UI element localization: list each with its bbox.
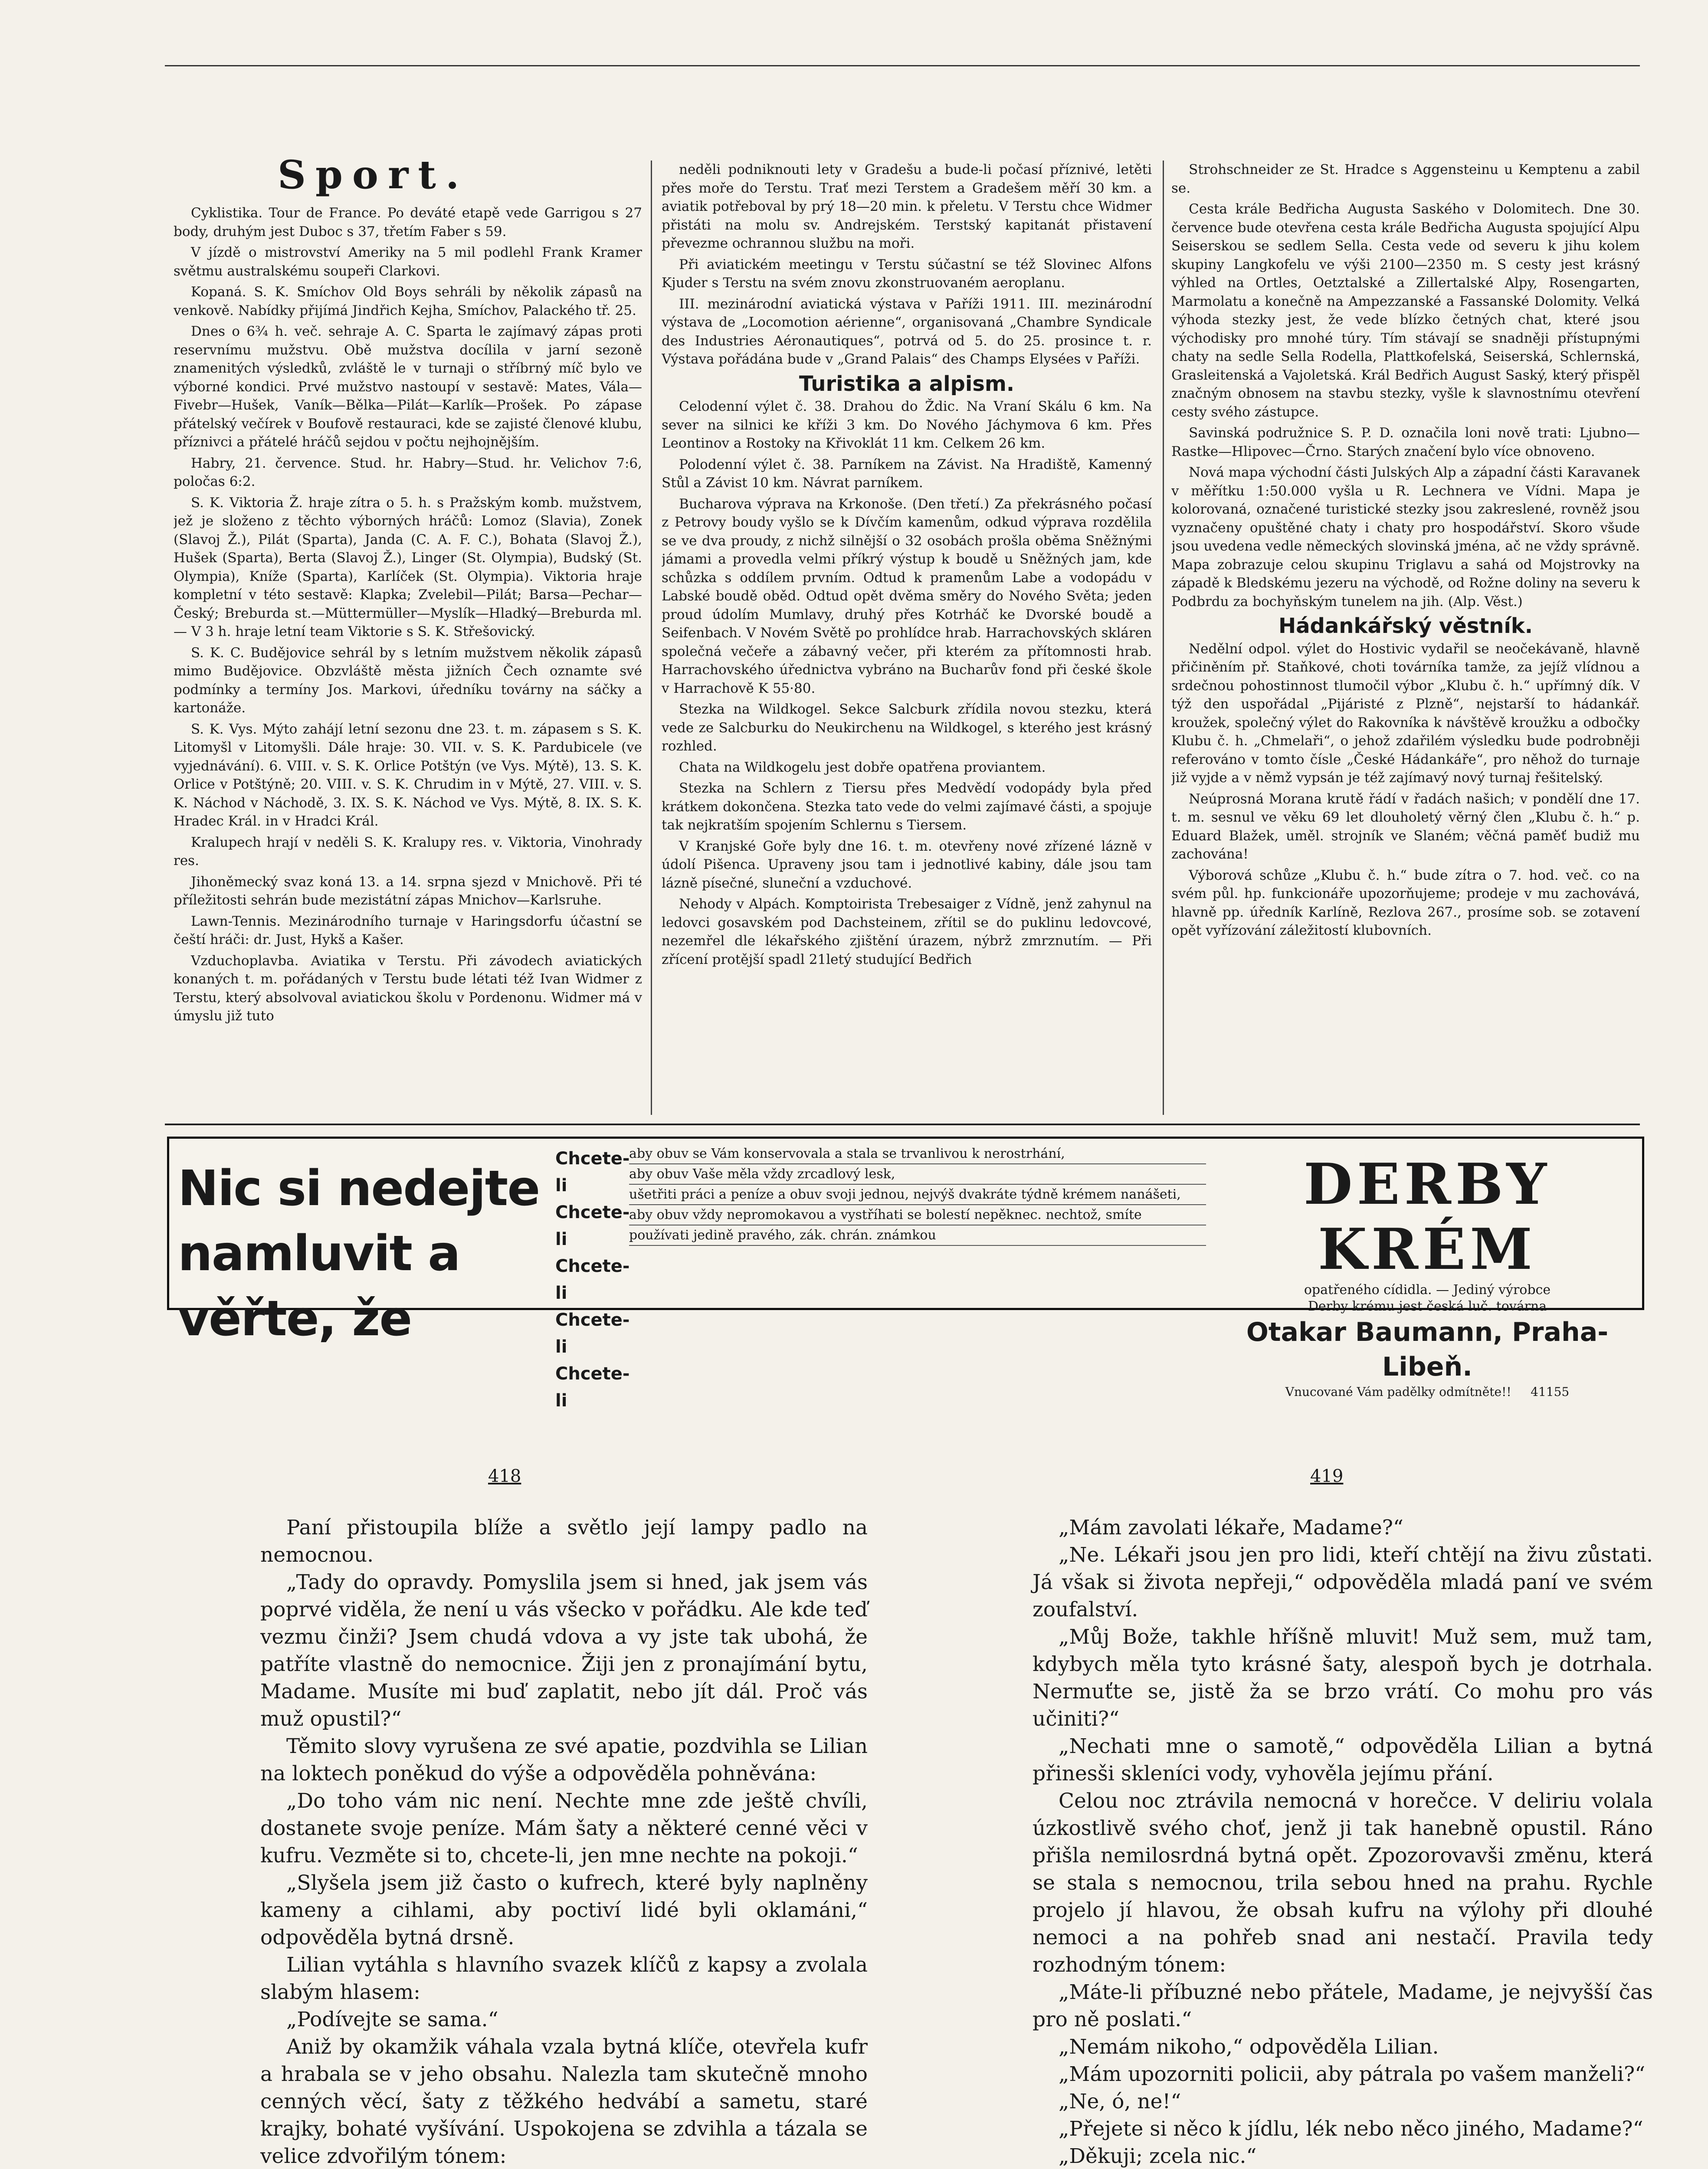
ad-chcete-li-list — [555, 1145, 630, 1414]
novel-paragraph: „Do toho vám nic není. Nechte mne zde ještě chvíli, dostanete svoje peníze. Mám šaty a některé cenné věci v kufru. Vezměte si to, chcete-li, jen mne nechte na pokoji.“ — [260, 1789, 868, 1868]
turistika-body — [662, 397, 1152, 969]
section-rule — [165, 1124, 1640, 1125]
top-rule — [165, 65, 1640, 66]
hadankarsky-paragraph: Neúprosná Morana krutě řádí v řadách našich; v pondělí dne 17. t. m. sesnul ve věku 69 let dlouholetý věrný člen „Klubu č. h.“ p. Eduard Blažek, uměl. strojník ve Slaném; věčná paměť budiž mu zachována! — [1171, 791, 1640, 862]
sport-paragraph: Jihoněmecký svaz koná 13. a 14. srpna sjezd v Mnichově. Při té příležitosti sehrán bude mezistátní zápas Mnichov—Karlsruhe. — [174, 874, 642, 908]
sport-col1-body — [174, 204, 642, 1026]
novel-paragraph: „Tady do opravdy. Pomyslila jsem si hned, jak jsem vás poprvé viděla, že není u vás všecko v pořádku. Ale kde teď vezmu činži? Jsem chudá vdova a vy jste tak ubohá, že patříte vlastně do nemocnice. Žiji jen z pronajímání bytu, Madame. Musíte mi buď zaplatit, nebo jít dál. Proč vás muž opustil?“ — [260, 1570, 868, 1731]
ad-brand-block — [1223, 1152, 1631, 1400]
turistika-paragraph: Celodenní výlet č. 38. Drahou do Ždic. Na Vraní Skálu 6 km. Na sever na silnici ke kříži 3 km. Do Nového Jáchymova 6 km. Přes Leontinov a Rostoky na Křivoklát 11 km. Celkem 26 km. — [662, 399, 1152, 451]
novel-paragraph: Lilian vytáhla s hlavního svazek klíčů z kapsy a zvolala slabým hlasem: — [260, 1953, 868, 2004]
sport-paragraph: Kopaná. S. K. Smíchov Old Boys sehráli by několik zápasů na venkově. Nabídky přijímá Jindřich Kejha, Smíchov, Palackého tř. 25. — [174, 284, 642, 318]
sport-paragraph: S. K. Viktoria Ž. hraje zítra o 5. h. s Pražským komb. mužstvem, jež je složeno z těchto výborných hráčů: Lomoz (Slavia), Zonek (Slavoj Ž.), Pilát (Sparta), Janda (C. A. F. C.), Bohata (Slavoj Ž.), Hušek (Sparta), Berta (Slavoj Ž.), Linger (St. Olympia), Budský (St. Olympia), Kníže (Sparta), Karlíček (St. Olympia). Viktoria hraje kompletní v této sestavě: Klapka; Zvelebil—Pilát; Barsa—Pechar—Český; Breburda st.—Müttermüller—Myslík—Hladký—Breburda ml. — V 3 h. hraje letní team Viktorie s S. K. Střešovický. — [174, 495, 642, 639]
ad-benefit: aby obuv se Vám konservovala a stala se trvanlivou k nerostrhání, — [629, 1144, 1206, 1164]
ad-chcete-li: Chcete-li — [555, 1364, 630, 1411]
ad-brand-sub1: opatřeného cídidla. — Jediný výrobce — [1304, 1282, 1551, 1297]
ad-maker: Otakar Baumann, Praha-Libeň. — [1246, 1317, 1609, 1382]
novel-paragraph: „Děkuji; zcela nic.“ — [1059, 2144, 1257, 2168]
ad-benefit: ušetřiti práci a peníze a obuv svoji jednou, nejvýš dvakráte týdně krémem nanášeti, — [629, 1185, 1206, 1205]
sport-paragraph: Při aviatickém meetingu v Terstu súčastní se též Slovinec Alfons Kjuder s Terstu na svém znovu zkonstruovaném aeroplanu. — [662, 256, 1152, 291]
novel-paragraph: Aniž by okamžik váhala vzala bytná klíče, otevřela kufr a hrabala se v jeho obsahu. Nalezla tam skutečně mnoho cenných věcí, šaty z těžkého hedvábí a sametu, staré krajky, bohaté vyšívání. Uspokojena se zdvihla a tázala se velice zdvořilým tónem: — [260, 2035, 868, 2168]
sport-paragraph: Cyklistika. Tour de France. Po deváté etapě vede Garrigou s 27 body, druhým jest Duboc s 37, třetím Faber s 59. — [174, 205, 642, 239]
novel-paragraph: „Přejete si něco k jídlu, lék nebo něco jiného, Madame?“ — [1059, 2117, 1643, 2141]
ad-benefit: aby obuv Vaše měla vždy zrcadlový lesk, — [629, 1164, 1206, 1185]
sport-title: Sport. — [278, 152, 469, 198]
sport-paragraph: Lawn-Tennis. Mezinárodního turnaje v Haringsdorfu účastní se čeští hráči: dr. Just, Hykš a Kašer. — [174, 913, 642, 947]
novel-paragraph: „Můj Bože, takhle hříšně mluvit! Muž sem, muž tam, kdybych měla tyto krásné šaty, alespoň bych je dotrhala. Nermuťte se, jistě ža se brzo vrátí. Co mohu pro vás učiniti?“ — [1033, 1625, 1653, 1731]
ad-footer-text: Vnucované Vám padělky odmítněte!! — [1285, 1385, 1511, 1399]
hadankarsky-body — [1171, 640, 1640, 940]
novel-left-column — [260, 1514, 868, 2169]
alpine-body — [1171, 161, 1640, 611]
turistika-paragraph: Chata na Wildkogelu jest dobře opatřena proviantem. — [679, 759, 1046, 775]
alpine-paragraph: Cesta krále Bedřicha Augusta Saského v Dolomitech. Dne 30. července bude otevřena cesta krále Bedřicha Augusta spojující Alpu Seiserskou se sedlem Sella. Cesta vede od severu k jihu kolem skupiny Langkofelu ve výši 2100—2350 m. S cesty jest krásný výhled na Ortles, Oetztalské a Zillertalské Alpy, Rosengarten, Marmolatu a konečně na Ampezzanské a Fassanské Dolomity. Velká výhoda stezky jest, že vede blízko četných chat, které jsou východisky pro mnohé túry. Tím stávají se snadněji přístupnými chaty na sedle Sella Rodella, Plattkofelská, Seiserská, Schlernská, Grasleitenská a Vajoletská. Král Bedřich August Saský, který přispěl značným obnosem na stavbu stezky, vyšle k slavnostnímu otevření cesty svého zástupce. — [1171, 201, 1640, 420]
alpine-paragraph: Strohschneider ze St. Hradce s Aggensteinu u Kemptenu a zabil se. — [1171, 162, 1640, 196]
novel-paragraph: „Nechati mne o samotě,“ odpověděla Lilian a bytná přinesši skleníci vody, vyhověla jejímu přání. — [1033, 1734, 1653, 1786]
novel-paragraph: Těmito slovy vyrušena ze své apatie, pozdvihla se Lilian na loktech poněkud do výše a odpověděla pohněvána: — [260, 1734, 868, 1786]
ad-chcete-li: Chcete-li — [555, 1202, 630, 1249]
alpine-paragraph: Nová mapa východní části Julských Alp a západní části Karavanek v měřítku 1:50.000 vyšla u R. Lechnera ve Vídni. Mapa je kolorovaná, označené turistické stezky jsou zakreslené, rovněž jsou vyznačeny opuštěné chaty i chaty pro hospodářství. Skoro všude jsou uvedena vedle německých slovinská jména, ač ne vždy správně. Mapa zobrazuje celou skupinu Triglavu a sahá od Mojstrovky na západě k Bledskému jezeru na východě, od Rožne doliny na severu k Podbrdu za bochyňským tunelem na jih. (Alp. Věst.) — [1171, 465, 1640, 609]
ad-brand-name: DERBY KRÉM — [1303, 1151, 1551, 1282]
novel-paragraph: „Nemám nikoho,“ odpověděla Lilian. — [1059, 2035, 1439, 2059]
page-number-right: 419 — [1310, 1466, 1344, 1486]
novel-paragraph: „Ne. Lékaři jsou jen pro lidi, kteří chtějí na živu zůstati. Já však si života nepřeji,“ odpověděla mladá paní ve svém zoufalství. — [1033, 1543, 1653, 1622]
ad-benefit: aby obuv vždy nepromokavou a vystříhati se bolestí nepěknec. nechtož, smíte — [629, 1205, 1206, 1225]
column-rule — [651, 161, 652, 1115]
hadankarsky-heading: Hádankářský věstník. — [1278, 614, 1533, 638]
ad-number: 41155 — [1531, 1385, 1570, 1399]
sport-paragraph: Dnes o 6¾ h. več. sehraje A. C. Sparta le zajímavý zápas proti reservnímu mužstvu. Obě mužstva docílila v jarní sezoně znamenitých výsledků, zvláště le v turnaji o stříbrný míč bylo ve výborné kondici. Prvé mužstvo nastoupí v sestavě: Mates, Vála—Fivebr—Hušek, Vaník—Bělka—Pilát—Karlík—Prošek. Po zápase přátelský večírek v Boufově restauraci, kde se zajisté členové klubu, příznivci a přátelé hráčů sejdou v počtu nejhojnějším. — [174, 324, 642, 450]
ad-chcete-li: Chcete-li — [555, 1149, 630, 1196]
column-rule — [1163, 161, 1164, 1115]
novel-paragraph: „Ne, ó, ne!“ — [1059, 2090, 1181, 2113]
novel-paragraph: Celou noc ztrávila nemocná v horečce. V deliriu volala úzkostlivě svého choť, jenž ji tak hanebně opustil. Ráno přišla nemilosrdná bytná opět. Zpozorovavši změnu, která se stala s nemocnou, trila sebou hned na prahu. Rychle projelo jí hlavou, že obsah kufru na výlohy při dlouhé nemoci a na pohřeb snad ani nestačí. Pravila tedy rozhodným tónem: — [1033, 1789, 1653, 1977]
turistika-paragraph: Stezka na Schlern z Tiersu přes Medvědí vodopády byla před krátkem dokončena. Stezka tato vede do velmi zajímavé části, a spojuje tak nejkratším spojením Schlernu s Tiersem. — [662, 780, 1152, 833]
sport-paragraph: Vzduchoplavba. Aviatika v Terstu. Při závodech aviatických konaných t. m. pořádaných v Terstu bude létati též Ivan Widmer z Terstu, který absolvoval aviatickou školu v Pordenonu. Widmer má v úmyslu již tuto — [174, 953, 642, 1024]
novel-paragraph: „Mám upozorniti policii, aby pátrala po vašem manželi?“ — [1059, 2062, 1646, 2086]
turistika-paragraph: V Kranjské Goře byly dne 16. t. m. otevřeny nové zřízené lázně v údolí Pišenca. Upraveny jsou tam i jednotlivé kabiny, dále jsou tam lázně písečné, sluneční a vzduchové. — [662, 838, 1152, 891]
ad-benefit: používati jedině pravého, zák. chrán. známkou — [629, 1225, 1206, 1246]
aviation-body — [662, 161, 1152, 369]
turistika-paragraph: Polodenní výlet č. 38. Parníkem na Závist. Na Hradiště, Kamenný Stůl a Závist 10 km. Návrat parníkem. — [662, 456, 1152, 491]
ad-footer — [1223, 1384, 1631, 1400]
sport-paragraph: neděli podniknouti lety v Gradešu a bude-li počasí příznivé, letěti přes moře do Terstu. Trať mezi Terstem a Gradešem měří 30 km. a aviatik potřeboval by prý 18—20 min. k přeletu. V Terstu chce Widmer přistáti na molu sv. Andrejském. Terstský kapitanát přistavení převezme ochrannou službu na moři. — [662, 162, 1152, 251]
hadankarsky-paragraph: Výborová schůze „Klubu č. h.“ bude zítra o 7. hod. več. co na svém půl. hp. funkcionáře upozorňujeme; prodeje v mu zachovává, hlavně pp. úředník Karlíně, Rezlova 267., prosíme sob. se zotavení opět vyřízování záležitostí klubovních. — [1171, 867, 1640, 938]
turistika-heading: Turistika a alpism. — [799, 371, 1015, 396]
sport-column-1 — [174, 156, 642, 1093]
novel-paragraph: „Slyšela jsem již často o kufrech, které byly naplněny kameny a cihlami, aby poctiví lidé byli oklamáni,“ odpověděla bytná drsně. — [260, 1871, 868, 1949]
novel-paragraph: „Podívejte se sama.“ — [286, 2008, 498, 2031]
sport-paragraph: Habry, 21. července. Stud. hr. Habry—Stud. hr. Velichov 7:6, poločas 6:2. — [174, 455, 642, 489]
sport-paragraph: S. K. C. Budějovice sehrál by s letním mužstvem několik zápasů mimo Budějovice. Obzvláště města jižních Čech oznamte své podmínky a termíny Jos. Markovi, úředníku továrny na sáčky a kartonáže. — [174, 645, 642, 716]
novel-paragraph: Paní přistoupila blíže a světlo její lampy padlo na nemocnou. — [260, 1516, 868, 1567]
sport-paragraph: Kralupech hrají v neděli S. K. Kralupy res. v. Viktoria, Vinohrady res. — [174, 834, 642, 868]
turistika-paragraph: Stezka na Wildkogel. Sekce Salcburk zřídila novou stezku, která vede ze Salcburku do Neukirchenu na Wildkogel, s kterého jest krásný rozhled. — [662, 701, 1152, 754]
sport-column-3 — [1171, 161, 1640, 1093]
ad-benefits-list — [629, 1144, 1206, 1246]
page-number-left: 418 — [488, 1466, 521, 1486]
turistika-paragraph: Bucharova výprava na Krkonoše. (Den třetí.) Za překrásného počasí z Petrovy boudy vyšlo se k Dívčím kamenům, odkud výprava rozdělila se ve dva proudy, z nichž silnější o 32 osobách prošla oběma Sněžnými jámami a provedla velmi příkrý výstup k boudě u Sněžných jam, kde schůzka s oddílem prvním. Odtud k pramenům Labe a vodopádu v Labské boudě oběd. Odtud opět dvěma směry do Nového Světa; jeden proud údolím Mumlavy, druhý přes Kotrháč ke Dvorské boudě a Seifenbach. V Novém Světě po prohlídce hrab. Harrachovských skláren společná večeře a zábavný večer, při kterém za přítomnosti hrab. Harrachovského úřednictva vybráno na Bucharův fond při české škole v Harrachově K 55·80. — [662, 496, 1152, 696]
turistika-paragraph: Nehody v Alpách. Komptoirista Trebesaiger z Vídně, jenž zahynul na ledovci gosavském pod Dachsteinem, zřítil se do puklinu ledovcové, nezemřel dle lékařského zjištění úrazem, nýbrž zmrznutím. — Při zřícení protější spadl 21letý studující Bedřich — [662, 896, 1152, 967]
ad-chcete-li: Chcete-li — [555, 1256, 630, 1303]
sport-paragraph: V jízdě o mistrovství Ameriky na 5 mil podlehl Frank Kramer světmu australskému soupeři Clarkovi. — [174, 245, 642, 279]
alpine-paragraph: Savinská podružnice S. P. D. označila loni nově trati: Ljubno—Rastke—Hlipovec—Črno. Starých značení bylo více obnoveno. — [1171, 425, 1640, 459]
derby-krem-advert — [167, 1137, 1644, 1411]
novel-right-column — [1033, 1514, 1653, 2169]
hadankarsky-paragraph: Nedělní odpol. výlet do Hostivic vydařil se neočekávaně, hlavně přičiněním př. Staňkové, choti továrníka tamže, za jejíž vlídnou a srdečnou pohostinnost tlumočil výbor „Klubu č. h.“ upřímný dík. V týž den uspořádal „Pijáristé z Plzně“, nejstarší to hádankář. kroužek, společný výlet do Rakovníka k návštěvě kroužku a odbočky Klubu č. h. „Chmelaři“, o jehož zdařilém výsledku bude podrobněji referováno v tomto čísle „České Hádankáře“, pro něhož do turnaje již vyjde a v němž vypsán je též zajímavý nový turnaj řešitelský. — [1171, 641, 1640, 786]
novel-paragraph: „Máte-li příbuzné nebo přátele, Madame, je nejvyšší čas pro ně poslati.“ — [1033, 1980, 1653, 2031]
sport-paragraph: S. K. Vys. Mýto zahájí letní sezonu dne 23. t. m. zápasem s S. K. Litomyšl v Litomyšli. Dále hraje: 30. VII. v. S. K. Pardubicele (ve vyjednávání). 6. VIII. v. S. K. Orlice Potštýn (ve Vys. Mýtě), 13. S. K. Orlice v Potštýně; 20. VIII. v. S. K. Chrudim in v Mýtě, 27. VIII. v. S. K. Náchod v Náchodě, 3. IX. S. K. Náchod ve Vys. Mýtě, 8. IX. S. K. Hradec Král. in v Hradci Král. — [174, 721, 642, 829]
sport-paragraph: III. mezinárodní aviatická výstava v Paříži 1911. III. mezinárodní výstava de „Locomotion aérienne“, organisovaná „Chambre Syndicale des Industries Aéronautiques“, potrvá od 5. do 25. prosince t. r. Výstava pořádána bude v „Grand Palais“ des Champs Elysées v Paříži. — [662, 296, 1152, 367]
ad-brand-sub2: Derby krému jest česká luč. továrna — [1308, 1299, 1547, 1314]
ad-chcete-li: Chcete-li — [555, 1310, 630, 1357]
novel-paragraph: „Mám zavolati lékaře, Madame?“ — [1059, 1516, 1403, 1540]
sport-column-2 — [662, 161, 1152, 1093]
ad-slogan: Nic si nedejte namluvit a věřte, že — [178, 1160, 540, 1347]
